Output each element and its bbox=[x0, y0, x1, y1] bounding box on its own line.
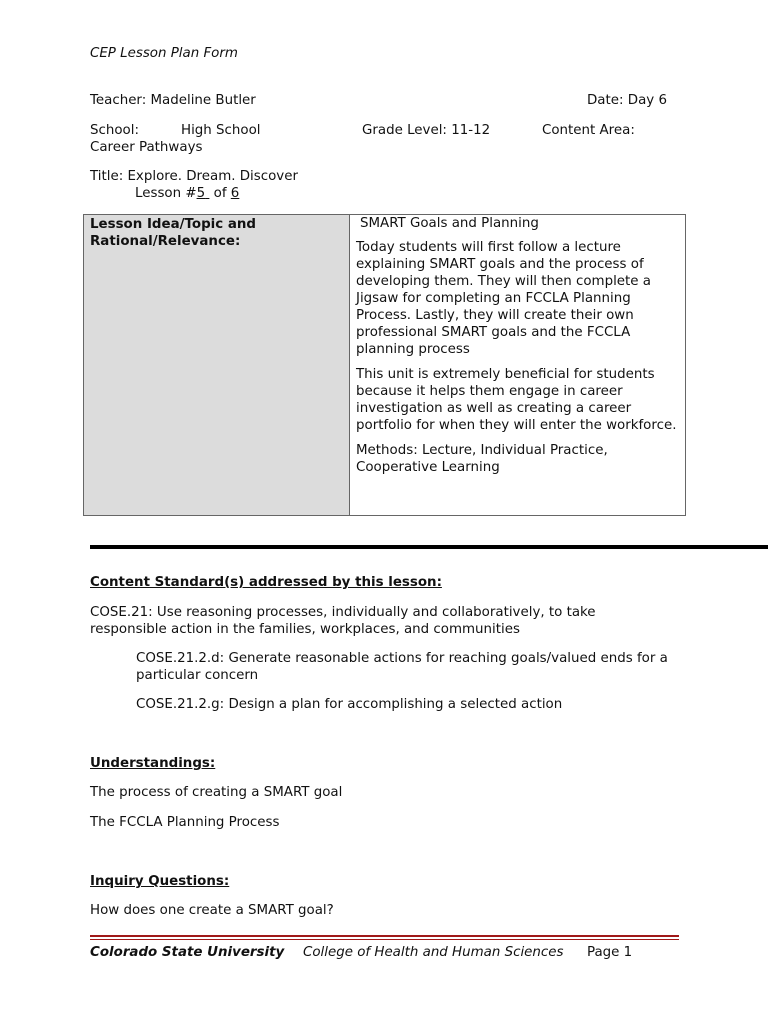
understanding-item: The FCCLA Planning Process bbox=[90, 815, 280, 830]
footer-rule bbox=[90, 935, 679, 937]
footer-college: College of Health and Human Sciences bbox=[303, 945, 564, 960]
lesson-idea-heading: Lesson Idea/Topic and Rational/Relevance: bbox=[84, 215, 350, 515]
standard-sub-g: COSE.21.2.g: Design a plan for accomplishing a selected action bbox=[136, 697, 563, 712]
lesson-relevance: This unit is extremely beneficial for students because it helps them engage in career investigation as well as creating a career portfolio for when they will enter the workforce. bbox=[356, 367, 677, 433]
standard-main: COSE.21: Use reasoning processes, individually and collaboratively, to take responsible action in the families, workplaces, and communities bbox=[90, 605, 596, 637]
lesson-methods: Methods: Lecture, Individual Practice, Cooperative Learning bbox=[356, 443, 608, 475]
footer-university: Colorado State University bbox=[90, 945, 285, 960]
section-divider bbox=[90, 545, 768, 549]
lesson-number-of: of bbox=[209, 186, 231, 201]
teacher-field: Teacher: Madeline Butler bbox=[90, 93, 256, 108]
lesson-idea-content bbox=[350, 215, 685, 515]
lesson-number-total: 6 bbox=[230, 186, 240, 201]
school-label: School: bbox=[90, 123, 139, 138]
lesson-title: Title: Explore. Dream. Discover bbox=[90, 169, 298, 184]
inquiry-heading: Inquiry Questions: bbox=[90, 874, 230, 889]
date-field: Date: Day 6 bbox=[587, 93, 667, 108]
grade-level-field: Grade Level: 11-12 bbox=[362, 123, 491, 138]
lesson-description: Today students will first follow a lecture explaining SMART goals and the process of developing them. They will then complete a Jigsaw for completing an FCCLA Planning Process. Lastly, they will create their own professional SMART goals and the FCCLA planning process bbox=[356, 240, 651, 357]
content-area-label: Content Area: bbox=[542, 123, 635, 138]
understanding-item: The process of creating a SMART goal bbox=[90, 785, 343, 800]
school-value: High School bbox=[181, 123, 261, 138]
lesson-number bbox=[135, 185, 239, 202]
lesson-number-current: 5 bbox=[196, 186, 206, 201]
content-area-value: Career Pathways bbox=[90, 140, 203, 155]
standards-heading: Content Standard(s) addressed by this lesson: bbox=[90, 575, 442, 590]
lesson-number-prefix: Lesson # bbox=[135, 186, 197, 201]
inquiry-item: How does one create a SMART goal? bbox=[90, 903, 334, 918]
understandings-heading: Understandings: bbox=[90, 756, 216, 771]
footer-page-number: Page 1 bbox=[587, 945, 633, 960]
lesson-idea-table bbox=[83, 214, 686, 516]
standard-sub-d: COSE.21.2.d: Generate reasonable actions for reaching goals/valued ends for a particular concern bbox=[136, 651, 668, 683]
footer-rule bbox=[90, 939, 679, 940]
lesson-topic: SMART Goals and Planning bbox=[360, 216, 539, 231]
form-title: CEP Lesson Plan Form bbox=[90, 46, 238, 61]
